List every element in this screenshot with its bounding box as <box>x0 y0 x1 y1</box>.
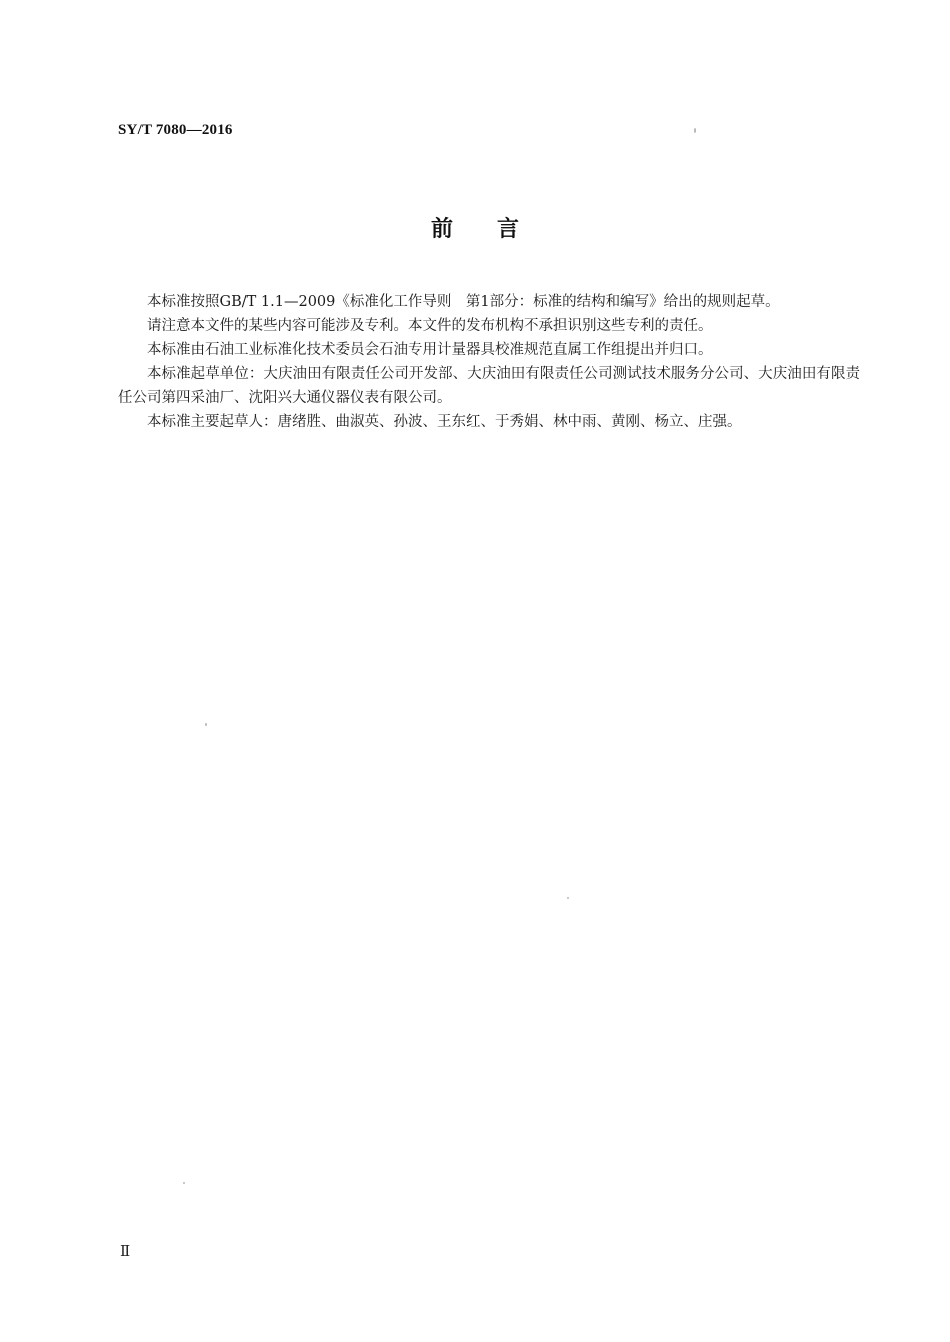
page-number: Ⅱ <box>120 1244 131 1260</box>
scan-speck <box>205 723 207 726</box>
scan-speck <box>567 897 569 899</box>
scan-speck <box>183 1182 185 1184</box>
paragraph-drafters: 本标准主要起草人：唐绪胜、曲淑英、孙波、王东红、于秀娟、林中雨、黄刚、杨立、庄强。 <box>147 414 742 430</box>
scan-speck <box>694 128 696 133</box>
page-title: 前言 <box>430 217 563 242</box>
paragraph-drafting-rules: 本标准按照GB/T 1.1—2009《标准化工作导则 第1部分：标准的结构和编写》给出的规则起草。 <box>147 294 780 310</box>
paragraph-proposer: 本标准由石油工业标准化技术委员会石油专用计量器具校准规范直属工作组提出并归口。 <box>147 342 713 358</box>
paragraph-drafting-units: 本标准起草单位：大庆油田有限责任公司开发部、大庆油田有限责任公司测试技术服务分公司、大庆油田有限责任公司第四采油厂、沈阳兴大通仪器仪表有限公司。 <box>118 366 860 406</box>
paragraph-patent-notice: 请注意本文件的某些内容可能涉及专利。本文件的发布机构不承担识别这些专利的责任。 <box>147 318 713 334</box>
standard-code-header: SY/T 7080—2016 <box>118 122 233 138</box>
foreword-body <box>118 290 860 434</box>
